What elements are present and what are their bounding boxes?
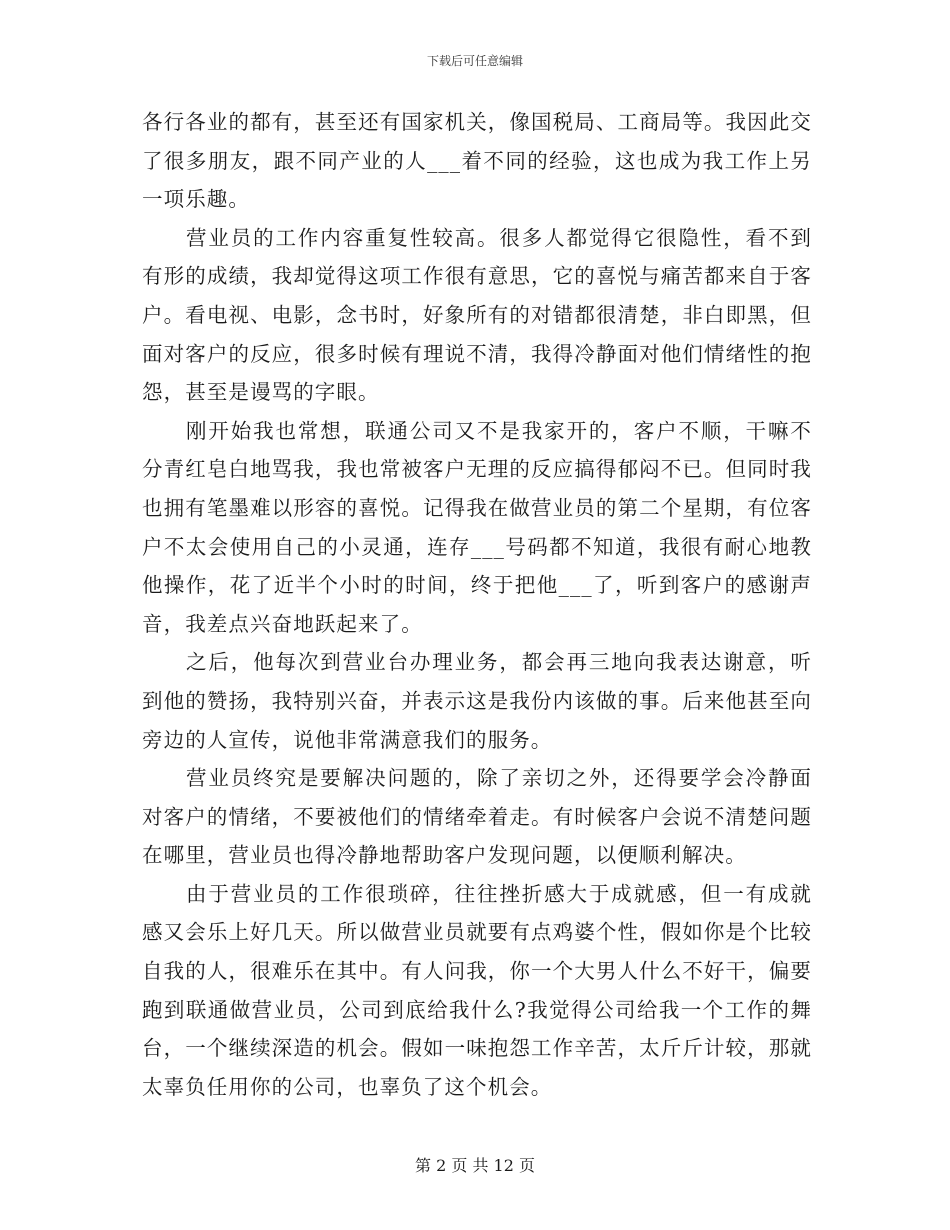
page-header: 下载后可任意编辑 <box>426 54 523 68</box>
paragraph-5: 营业员终究是要解决问题的，除了亲切之外，还得要学会冷静面对客户的情绪，不要被他们的情绪牵着走。有时候客户会说不清楚问题在哪里，营业员也得冷静地帮助客户发现问题，以便顺利解决。 <box>142 766 812 868</box>
paragraph-6: 由于营业员的工作很琐碎，往往挫折感大于成就感，但一有成就感又会乐上好几天。所以做营业员就要有点鸡婆个性，假如你是个比较自我的人，很难乐在其中。有人问我，你一个大男人什么不好干，偏要跑到联通做营业员，公司到底给我什么?我觉得公司给我一个工作的舞台，一个继续深造的机会。假如一味抱怨工作辛苦，太斤斤计较，那就太辜负任用你的公司，也辜负了这个机会。 <box>142 881 812 1099</box>
paragraph-4: 之后，他每次到营业台办理业务，都会再三地向我表达谢意，听到他的赞扬，我特别兴奋，并表示这是我份内该做的事。后来他甚至向旁边的人宣传，说他非常满意我们的服务。 <box>142 650 812 752</box>
paragraph-2: 营业员的工作内容重复性较高。很多人都觉得它很隐性，看不到有形的成绩，我却觉得这项工作很有意思，它的喜悦与痛苦都来自于客户。看电视、电影，念书时，好象所有的对错都很清楚，非白即黑，但面对客户的反应，很多时候有理说不清，我得冷静面对他们情绪性的抱怨，甚至是谩骂的字眼。 <box>142 225 812 405</box>
paragraph-3: 刚开始我也常想，联通公司又不是我家开的，客户不顺，干嘛不分青红皂白地骂我，我也常被客户无理的反应搞得郁闷不已。但同时我也拥有笔墨难以形容的喜悦。记得我在做营业员的第二个星期，有位客户不太会使用自己的小灵通，连存___号码都不知道，我很有耐心地教他操作，花了近半个小时的时间，终于把他___了，听到客户的感谢声音，我差点兴奋地跃起来了。 <box>142 418 812 636</box>
document-body <box>142 103 812 1106</box>
paragraph-1: 各行各业的都有，甚至还有国家机关，像国税局、工商局等。我因此交了很多朋友，跟不同产业的人___着不同的经验，这也成为我工作上另一项乐趣。 <box>142 110 812 212</box>
page-number: 第 2 页 共 12 页 <box>415 1156 535 1175</box>
